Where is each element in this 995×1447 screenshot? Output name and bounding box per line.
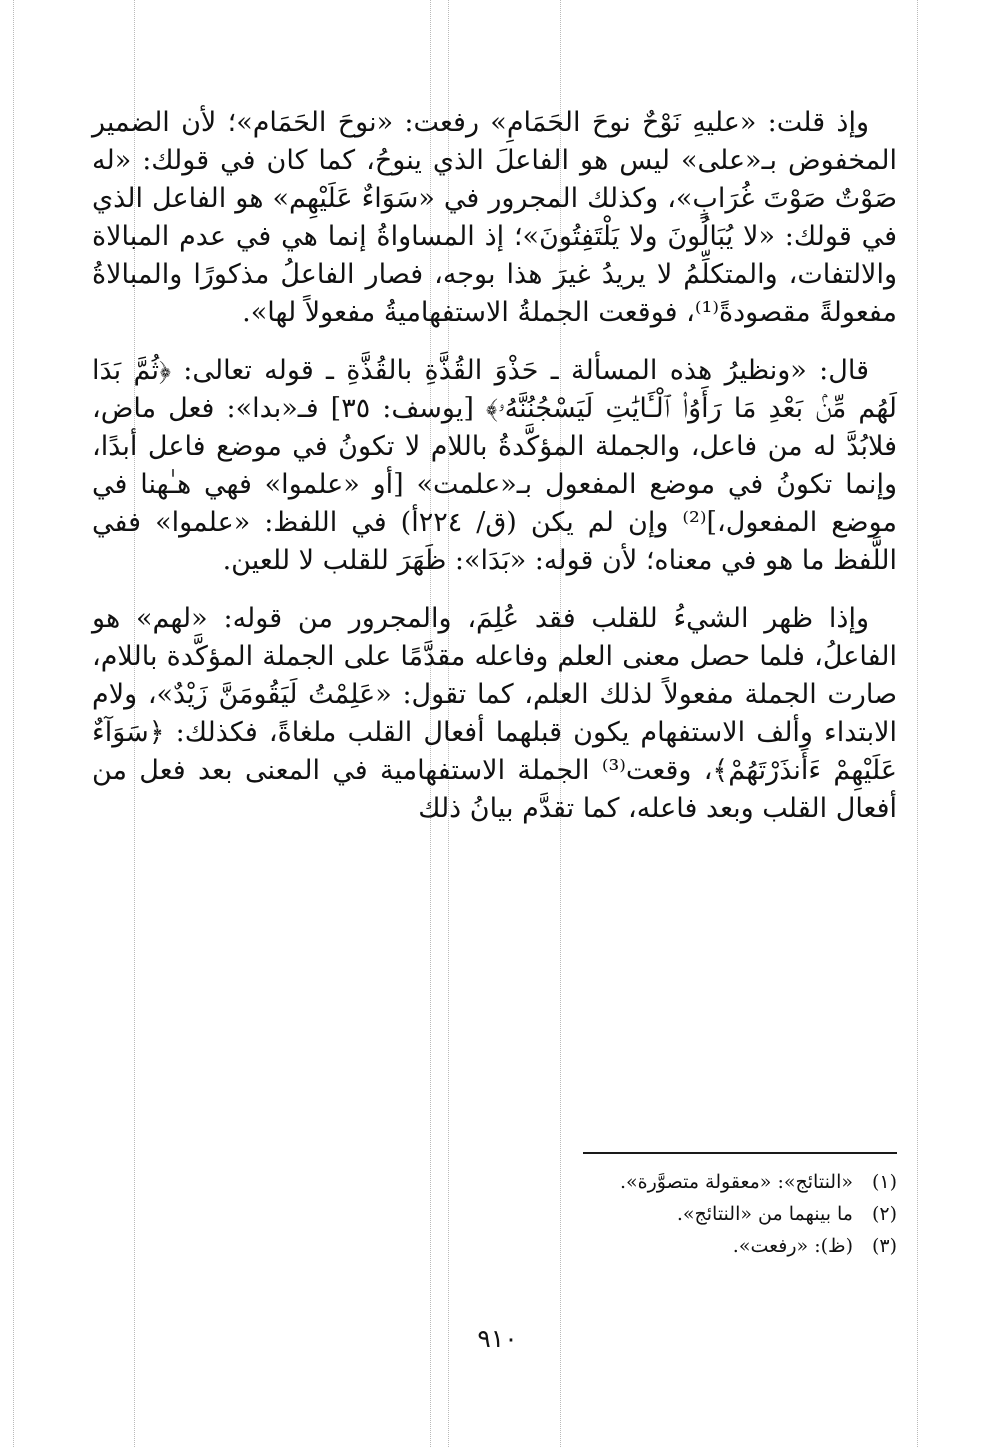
footnote-number: (٢) (871, 1203, 897, 1225)
page-number: ٩١٠ (477, 1324, 518, 1353)
main-text (92, 104, 897, 828)
footnote-separator (583, 1152, 897, 1154)
footnote (92, 1166, 897, 1198)
footnotes (92, 1152, 897, 1262)
footnote (92, 1230, 897, 1262)
scan-guide-line (917, 0, 918, 1447)
footnote-number: (١) (871, 1171, 897, 1193)
paragraph: وإذ قلت: «عليهِ نَوْحٌ نوحَ الحَمَامِ» رفعت: «نوحَ الحَمَام»؛ لأن الضمير المخفوض بـ«على» ليس هو الفاعلَ الذي ينوحُ، كما كان في قولك: «له صَوْتٌ صَوْتَ غُرَابٍ»، وكذلك المجرور في «سَوَاءٌ عَلَيْهِم» هو الفاعل الذي في قولك: «لا يُبَالُونَ ولا يَلْتَفِتُونَ»؛ إذ المساواةُ إنما هي في عدم المبالاة والالتفات، والمتكلِّمُ لا يريدُ غيرَ هذا بوجه، فصار الفاعلُ مذكورًا والمبالاةُ مفعولةً مقصودةً⁽¹⁾، فوقعت الجملةُ الاستفهاميةُ مفعولاً لها». (92, 107, 897, 328)
paragraph: قال: «ونظيرُ هذه المسألة ـ حَذْوَ القُذَّةِ بالقُذَّةِ ـ قوله تعالى: ﴿ثُمَّ بَدَا لَهُم مِّنۢ بَعْدِ مَا رَأَوُا۟ ٱلْـَٔايَٰتِ لَيَسْجُنُنَّهُۥ﴾ [يوسف: ٣٥] فـ«بدا»: فعل ماض، فلابُدَّ له من فاعل، والجملة المؤكَّدةُ باللام لا تكونُ في موضع فاعل أبدًا، وإنما تكونُ في موضع المفعول بـ«علمت» [أو «علموا» فهي هـٰهنا في موضع المفعول،]⁽²⁾ وإن لم يكن (ق/ ٢٢٤أ) في اللفظ: «علموا» ففي اللَّفظ ما هو في معناه؛ لأن قوله: «بَدَا»: ظَهَرَ للقلب لا للعين. (92, 355, 898, 576)
paragraph: وإذا ظهر الشيءُ للقلب فقد عُلِمَ، والمجرور من قوله: «لهم» هو الفاعلُ، فلما حصل معنى العلم وفاعله مقدَّمًا على الجملة المؤكَّدة باللام، صارت الجملة مفعولاً لذلك العلم، كما تقول: «عَلِمْتُ لَيَقُومَنَّ زَيْدٌ»، ولام الابتداء وألف الاستفهام يكون قبلهما أفعال القلب ملغاةً، فكذلك: ﴿سَوَآءٌ عَلَيْهِمْ ءَأَنذَرْتَهُمْ﴾، وقعت⁽³⁾ الجملة الاستفهامية في المعنى بعد فعل من أفعال القلب وبعد فاعله، كما تقدَّم بيانُ ذلك (92, 603, 897, 824)
footnote (92, 1198, 897, 1230)
footnote-number: (٣) (871, 1235, 897, 1257)
footnote-text: ما بينهما من «النتائج». (676, 1203, 853, 1225)
footnote-text: (ظ): «رفعت». (732, 1235, 853, 1257)
scan-guide-line (13, 0, 14, 1447)
footnote-text: «النتائج»: «معقولة متصوَّرة». (620, 1171, 853, 1193)
